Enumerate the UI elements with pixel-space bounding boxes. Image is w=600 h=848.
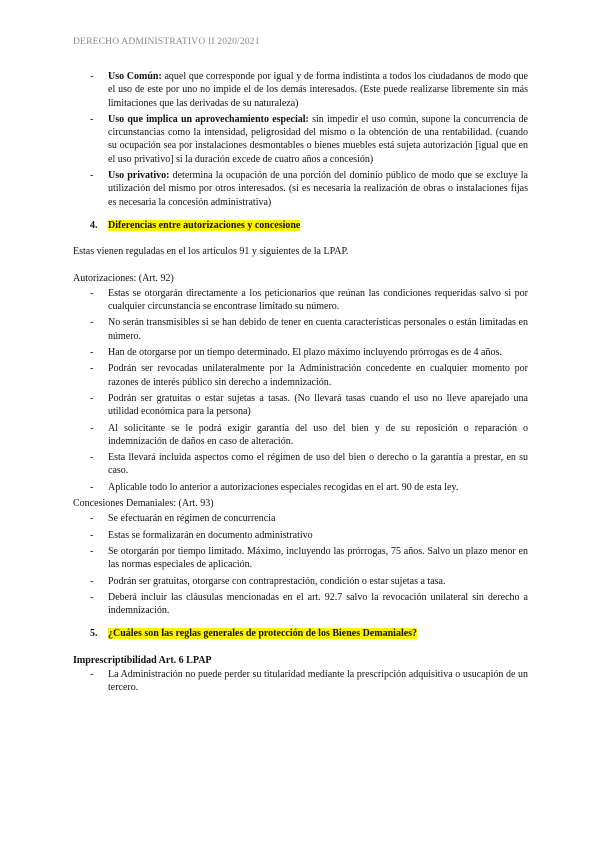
section-number: 4. [90, 219, 98, 231]
use-lead: Uso privativo: [108, 170, 170, 182]
list-item: - Uso Común: aquel que corresponde por igual y de forma indistinta a todos los ciudadanos de modo que el uso de este por uno no impide el de los demás interesados. (Este puede realizarse libremente sin más limitaciones que las derivadas de su naturaleza) [90, 71, 528, 109]
list-item: - La Administración no puede perder su titularidad mediante la prescripción adquisitiva o usucapión de un tercero. [90, 668, 528, 694]
list-item: - Podrán ser revocadas unilateralmente por la Administración concedente en cualquier momento por razones de interés público sin derecho a indemnización. [90, 363, 528, 388]
list-item: - Aplicable todo lo anterior a autorizaciones especiales recogidas en el art. 90 de esta ley. [90, 481, 459, 493]
section-title: Diferencias entre autorizaciones y concesione [108, 219, 301, 231]
list-item: - Se otorgarán por tiempo limitado. Máximo, incluyendo las prórrogas, 75 años. Salvo un plazo menor en las normas especiales de aplicación. [90, 545, 528, 571]
use-text: determina la ocupación de una porción del dominio público de modo que se excluye la utilización del mismo por otros interesados. (si es necesaria la realización de obras o instalaciones fijas es necesaria la concesión administrativa) [108, 170, 528, 208]
list-item: - Estas se otorgarán directamente a los peticionarios que reúnan las condiciones requeridas salvo si por cualquier circunstancia se encontrase limitado su número. [90, 287, 528, 313]
imprescriptibilidad-list [73, 668, 528, 695]
section-4-heading [90, 219, 528, 232]
section-4-intro: Estas vienen reguladas en el los artículos 91 y siguientes de la LPAP. [73, 246, 349, 258]
section-title: ¿Cuáles son las reglas generales de protección de los Bienes Demaniales? [108, 628, 418, 640]
list-item: - Uso privativo: determina la ocupación de una porción del dominio público de modo que se excluye la utilización del mismo por otros interesados. (si es necesaria la realización de obras o instalaciones fijas es necesaria la concesión administrativa) [90, 170, 528, 208]
use-text: sin impedir el uso común, supone la concurrencia de circunstancias como la intensidad, peligrosidad del mismo o la obtención de una rentabilidad. (cuando su ocupación sea por instalaciones desmontables o bienes muebles está sujeta autorización [igual que en el uso privativo] si la duración excede de cuatro años a concesión) [108, 113, 528, 165]
use-lead: Uso Común: [108, 71, 162, 82]
section-number: 5. [90, 628, 98, 640]
list-item: - Uso que implica un aprovechamiento especial: sin impedir el uso común, supone la concurrencia de circunstancias como la intensidad, peligrosidad del mismo o la obtención de una rentabilidad. (cuando su ocupación sea por instalaciones desmontables o bienes muebles está sujeta autorización [igual que en el uso privativo] si la duración excede de cuatro años a concesión) [90, 113, 528, 165]
autorizaciones-title: Autorizaciones: (Art. 92) [73, 272, 174, 284]
list-item: - Han de otorgarse por un tiempo determinado. El plazo máximo incluyendo prórrogas es de 4 años. [90, 347, 502, 359]
list-item: - Al solicitante se le podrá exigir garantía del uso del bien y de su reposición o reparación o indemnización de daños en caso de alteración. [90, 422, 528, 447]
list-item: - Podrán ser gratuitas, otorgarse con contraprestación, condición o estar sujetas a tasa. [90, 575, 446, 587]
uses-list [73, 70, 528, 209]
list-item: - Podrán ser gratuitas o estar sujetas a tasas. (No llevará tasas cuando el uso no lleve aparejado una utilidad económica para la persona) [90, 392, 528, 418]
section-5-heading [90, 627, 528, 640]
list-item: - No serán transmisibles si se han debido de tener en cuenta características personales o están limitadas en número. [90, 317, 528, 342]
list-item: - Esta llevará incluida aspectos como el régimen de uso del bien o derecho o la garantía a prestar, en su caso. [90, 452, 528, 477]
concesiones-list [73, 512, 528, 617]
document-body [73, 70, 528, 698]
list-item: - Se efectuarán en régimen de concurrencia [90, 513, 276, 525]
page-header: DERECHO ADMINISTRATIVO II 2020/2021 [73, 37, 260, 47]
list-item: - Estas se formalizarán en documento administrativo [90, 529, 313, 541]
imprescriptibilidad-title: Imprescriptibilidad Art. 6 LPAP [73, 654, 212, 666]
concesiones-title: Concesiones Demaniales: (Art. 93) [73, 498, 214, 510]
use-lead: Uso que implica un aprovechamiento especial: [108, 113, 309, 125]
list-item: - Deberá incluir las cláusulas mencionadas en el art. 92.7 salvo la revocación unilateral sin derecho a indemnización. [90, 591, 528, 617]
use-text: aquel que corresponde por igual y de forma indistinta a todos los ciudadanos de modo que el uso de este por uno no impide el de los demás interesados. (Este puede realizarse libremente sin más limitaciones que las derivadas de su naturaleza) [108, 71, 528, 109]
autorizaciones-list [73, 287, 528, 494]
